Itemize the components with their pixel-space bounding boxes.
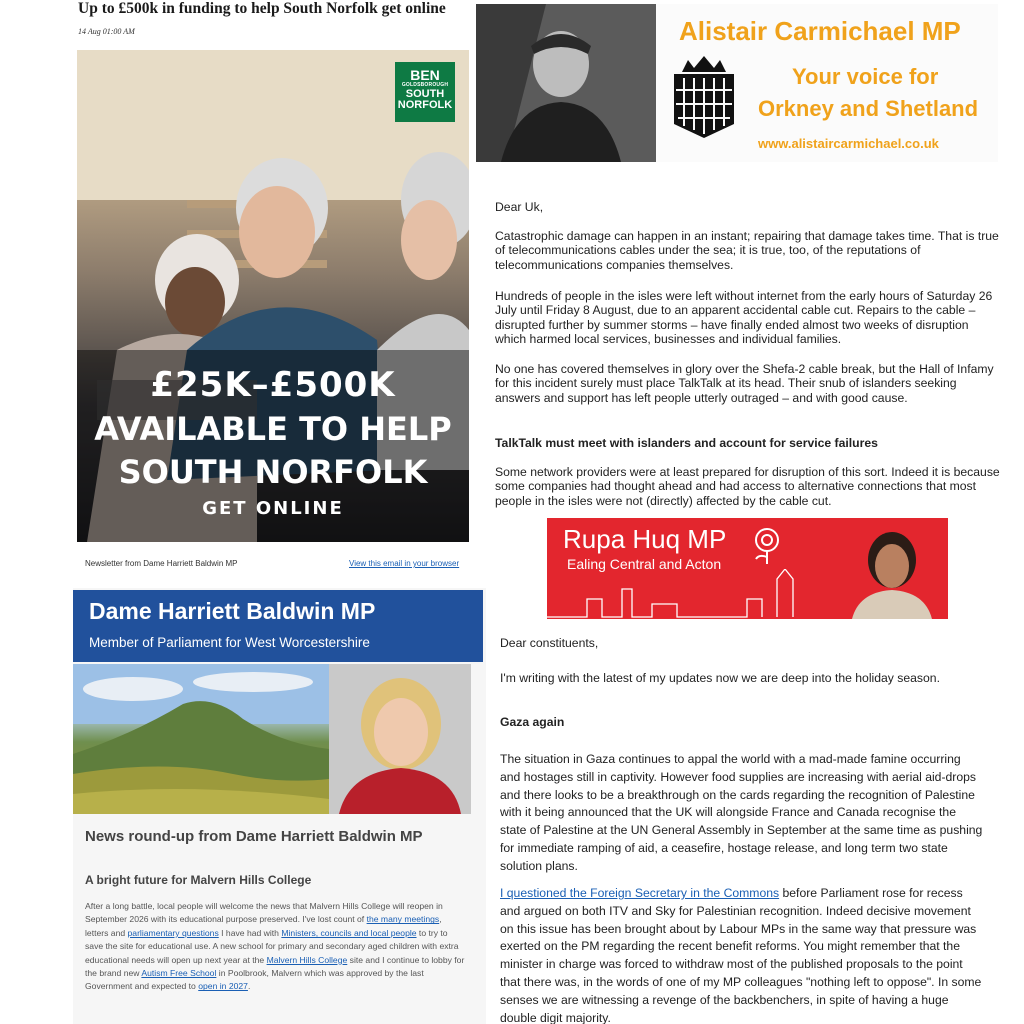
baldwin-constituency: Member of Parliament for West Worcestershire bbox=[89, 635, 370, 650]
many-meetings-link[interactable]: the many meetings bbox=[366, 914, 440, 925]
foreign-secretary-link[interactable]: I questioned the Foreign Secretary in the Commons bbox=[500, 886, 780, 900]
malvern-college-link[interactable]: Malvern Hills College bbox=[266, 954, 348, 965]
huq-constituency: Ealing Central and Acton bbox=[567, 556, 722, 572]
open-in-2027-link[interactable]: open in 2027 bbox=[198, 981, 248, 992]
huq-paragraph-1: The situation in Gaza continues to appal the world with a mad-made famine occurring and hostages still in captivity. However food supplies are increasing with aerial aid-drops and there looks to be a breakthrough on the cards regarding the recognition of Palestine with it being announced that the UK will alongside France and Canada recognise the state of Palestine at the UN General Assembly in September at the same time as pushing for immediate ramping of aid, a ceasefire, hostage release, and long term two state solution plans. bbox=[500, 752, 983, 873]
news-roundup-title: News round-up from Dame Harriett Baldwin MP bbox=[85, 828, 423, 845]
skyline-icon bbox=[547, 569, 797, 619]
college-paragraph: After a long battle, local people will welcome the news that Malvern Hills College will reopen in September 2026 with its educational purpose preserved. I've lost count of the many meetings, letters and parliamentary questions I have had with Ministers, councils and local people to try to save the site for educational use. A new school for primary and secondary aged children with extra educational needs will open up next year at the Malvern Hills College site and I continue to lobby for the brand new Autism Free School in Poolbrook, Malvern which was approved by the last Government and expected to open in 2027. bbox=[85, 901, 465, 992]
carmichael-paragraph-4: Some network providers were at least prepared for disruption of this sort. Indeed it is because some companies had thought ahead and had access to alternative connections that most people in the isles were not (directly) affected by the cable cut. bbox=[495, 465, 1000, 508]
hills-landscape-illustration bbox=[73, 664, 329, 814]
ben-goldsborough-logo: BEN GOLDSBOROUGH SOUTH NORFOLK bbox=[395, 62, 455, 122]
huq-newsletter bbox=[490, 515, 1024, 1024]
mp-portrait-illustration bbox=[476, 4, 656, 162]
carmichael-heading: TalkTalk must meet with islanders and account for service failures bbox=[495, 436, 878, 450]
portcullis-icon bbox=[664, 54, 744, 144]
baldwin-topbar bbox=[73, 548, 486, 588]
huq-heading: Gaza again bbox=[500, 715, 565, 729]
carmichael-paragraph-3: No one has covered themselves in glory over the Shefa-2 cable break, but the Hall of Infamy for this incident surely must place TalkTalk at its head. Their snub of islanders seeking answers and support has left people utterly outraged – and with good cause. bbox=[495, 362, 994, 405]
view-in-browser-link[interactable]: View this email in your browser bbox=[349, 559, 460, 568]
rose-icon bbox=[747, 524, 787, 564]
carmichael-slogan-2: Orkney and Shetland bbox=[758, 96, 979, 121]
carmichael-slogan-1: Your voice for bbox=[792, 64, 939, 89]
carmichael-banner bbox=[476, 4, 998, 162]
carmichael-photo bbox=[476, 4, 656, 162]
overlay-line-4: GET ONLINE bbox=[202, 498, 344, 519]
norfolk-photo bbox=[77, 50, 469, 542]
baldwin-portrait bbox=[329, 664, 471, 814]
huq-portrait bbox=[847, 518, 937, 619]
carmichael-name: Alistair Carmichael MP bbox=[679, 16, 961, 46]
norfolk-article bbox=[0, 0, 472, 545]
baldwin-header bbox=[73, 590, 483, 662]
carmichael-salutation: Dear Uk, bbox=[495, 200, 544, 214]
newsletter-from: Newsletter from Dame Harriett Baldwin MP bbox=[85, 559, 238, 568]
carmichael-paragraph-1: Catastrophic damage can happen in an instant; repairing that damage takes time. That is true of telecommunications cables under the sea; it is true, too, of the reputations of telecommunications companies themselves. bbox=[495, 229, 999, 272]
malvern-hills-photo bbox=[73, 664, 329, 814]
huq-intro: I'm writing with the latest of my updates now we are deep into the holiday season. bbox=[500, 671, 940, 685]
carmichael-newsletter bbox=[476, 0, 1024, 515]
baldwin-newsletter bbox=[73, 548, 486, 1024]
overlay-line-2: AVAILABLE TO HELP bbox=[94, 410, 452, 448]
carmichael-paragraph-2: Hundreds of people in the isles were left without internet from the early hours of Saturday 26 July until Friday 8 August, due to an apparent accidental cable cut. Repairs to the cable – disrupted further by summer storms – have finally ended almost two weeks of disruption which harmed local services, businesses and individual families. bbox=[495, 289, 993, 347]
mp-portrait-illustration bbox=[329, 664, 471, 814]
ministers-link[interactable]: Ministers, councils and local people bbox=[281, 927, 417, 938]
norfolk-date: 14 Aug 01:00 AM bbox=[78, 27, 135, 36]
carmichael-url[interactable]: www.alistaircarmichael.co.uk bbox=[758, 136, 939, 151]
huq-name: Rupa Huq MP bbox=[563, 524, 727, 554]
norfolk-headline: Up to £500k in funding to help South Norfolk get online bbox=[78, 0, 446, 17]
college-section-title: A bright future for Malvern Hills College bbox=[85, 873, 312, 887]
autism-free-school-link[interactable]: Autism Free School bbox=[141, 968, 217, 979]
huq-paragraph-2: I questioned the Foreign Secretary in the Commons before Parliament rose for recess and argued on both ITV and Sky for Palestinian recognition. Indeed decisive movement on this issue has been brought about by Labour MPs in the same way that pressure was exerted on the PM regarding the recent benefit reforms. You might remember that the minister in charge was forced to withdraw most of the published proposals to the point that there was, in the words of one of my MP colleagues "nothing left to oppose". In some senses we are witnessing a revenge of the backbenchers, in spite of having a huge double digit majority. bbox=[500, 886, 982, 1024]
baldwin-name: Dame Harriett Baldwin MP bbox=[89, 598, 376, 624]
huq-salutation: Dear constituents, bbox=[500, 636, 599, 650]
baldwin-images bbox=[73, 664, 471, 814]
overlay-line-3: SOUTH NORFOLK bbox=[118, 453, 428, 491]
huq-banner bbox=[547, 518, 948, 619]
parliamentary-questions-link[interactable]: parliamentary questions bbox=[127, 927, 219, 938]
funding-range-text: £25K–£500K bbox=[150, 365, 396, 405]
